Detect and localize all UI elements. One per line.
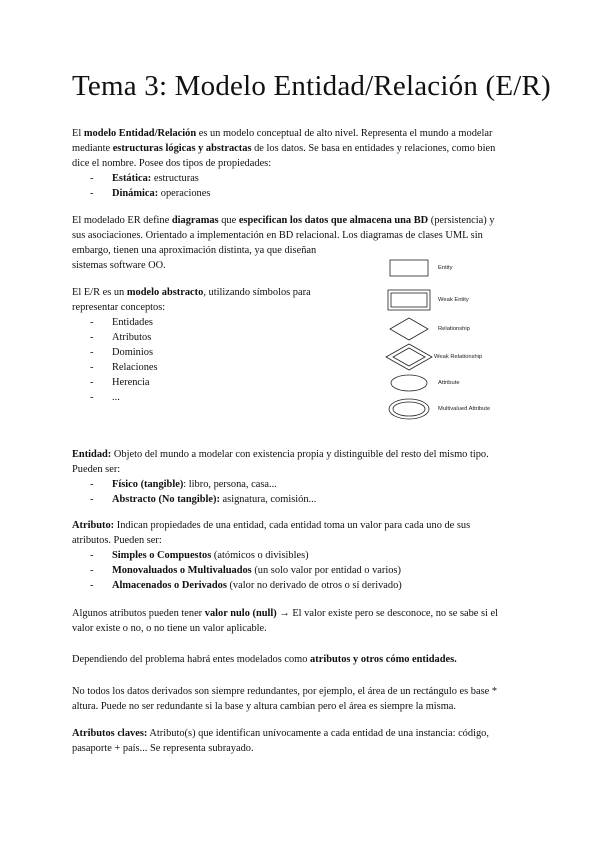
claves-paragraph: Atributos claves: Atributo(s) que identifican unívocamente a cada entidad de una instancia: código, pasaporte + país... Se representa subrayado. — [72, 728, 489, 754]
abstracto-paragraph: El E/R es un modelo abstracto, utilizando símbolos para representar conceptos: - Entidades - Atributos - Dominios - Relaciones - Herencia - ... — [72, 285, 532, 405]
list-item: - Físico (tangible): libro, persona, casa... — [72, 477, 532, 492]
legend-label-relationship: Relationship — [438, 326, 470, 332]
list-item: - Relaciones — [72, 360, 532, 375]
list-item: - Herencia — [72, 375, 532, 390]
entity-symbol — [390, 260, 428, 276]
entidad-paragraph: Entidad: Objeto del mundo a modelar con existencia propia y distinguible del resto del mismo tipo. Pueden ser: - Físico (tangible): libro, persona, casa... - Abstracto (No tangible): asignatura, comisión... — [72, 447, 532, 507]
attribute-types-list — [72, 548, 532, 593]
properties-list — [72, 171, 532, 201]
relationship-symbol — [390, 318, 428, 340]
legend-label-entity: Entity — [438, 265, 453, 271]
list-item: - Almacenados o Derivados (valor no derivado de otros o sí derivado) — [72, 578, 532, 593]
list-item: - Entidades — [72, 315, 532, 330]
legend-label-weak-entity: Weak Entity — [438, 297, 469, 303]
legend-label-attribute: Attribute — [438, 380, 460, 386]
list-item: - Simples o Compuestos (atómicos o divisibles) — [72, 548, 532, 563]
intro-paragraph: El modelo Entidad/Relación es un modelo conceptual de alto nivel. Representa el mundo a modelar mediante estructuras lógicas y abstractas de los datos. Se basa en entidades y relaciones, como bien dice el nombre. Posee dos tipos de propiedades: - Estática: estructuras - Dinámica: operaciones — [72, 126, 532, 201]
attribute-symbol — [391, 375, 427, 391]
list-item: - Estática: estructuras — [72, 171, 532, 186]
er-symbols-legend — [384, 256, 524, 426]
er-symbols-svg — [384, 256, 524, 426]
modelado-paragraph: El modelado ER define diagramas que especifican los datos que almacena una BD (persistencia) y sus asociaciones. Orientado a implementación en BD relacional. Los diagramas de clases UML sin embargo, tienen una aproximación distinta, ya que diseñan sistemas software OO. — [72, 215, 495, 271]
legend-label-weak-relationship: Weak Relationship — [434, 354, 483, 360]
nulo-paragraph: Algunos atributos pueden tener valor nulo (null) → El valor existe pero se desconoce, no se sabe si el valor existe o no, o no tiene un valor aplicable. — [72, 608, 499, 634]
entity-types-list — [72, 477, 532, 507]
list-item: - ... — [72, 390, 532, 405]
derivados-paragraph: No todos los datos derivados son siempre redundantes, por ejemplo, el área de un rectángulo es base * altura. Puede no ser redundante si la base y altura cambian pero el área es siempre la misma. — [72, 686, 498, 712]
list-item: - Monovaluados o Multivaluados (un solo valor por entidad o varios) — [72, 563, 532, 578]
list-item: - Atributos — [72, 330, 532, 345]
atributo-paragraph: Atributo: Indican propiedades de una entidad, cada entidad toma un valor para cada uno de sus atributos. Pueden ser: - Simples o Compuestos (atómicos o divisibles) - Monovaluados o Multivaluados (un solo valor por entidad o varios) - Almacenados o Derivados (valor no derivado de otros o sí derivado) — [72, 518, 532, 593]
list-item: - Dinámica: operaciones — [72, 186, 532, 201]
dependiendo-paragraph: Dependiendo del problema habrá entes modelados como atributos y otros cómo entidades. — [72, 654, 457, 665]
list-item: - Dominios — [72, 345, 532, 360]
list-item: - Abstracto (No tangible): asignatura, comisión... — [72, 492, 532, 507]
page-title: Tema 3: Modelo Entidad/Relación (E/R) — [72, 70, 551, 102]
legend-label-multivalued: Multivalued Attribute — [438, 406, 491, 412]
